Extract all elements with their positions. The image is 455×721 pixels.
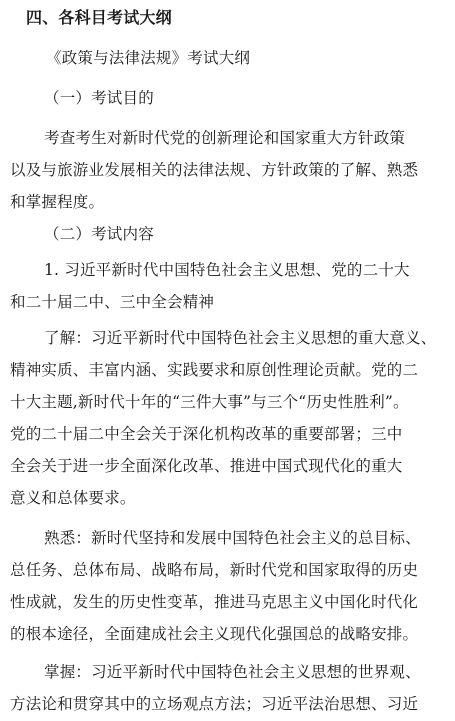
syllabus-title: 《政策与法律法规》考试大纲 <box>46 49 251 67</box>
understand-line-6: 意义和总体要求。 <box>10 489 136 507</box>
familiar-line-4: 的根本途径，全面建成社会主义现代化强国总的战略安排。 <box>10 625 419 643</box>
understand-line-3: 十大主题,新时代十年的“三件大事”与三个“历史性胜利”。 <box>10 393 409 411</box>
understand-line-4: 党的二十届二中全会关于深化机构改革的重要部署；三中 <box>10 425 403 443</box>
item1-line-2: 和二十届二中、三中全会精神 <box>10 293 215 311</box>
section-heading: 四、各科目考试大纲 <box>26 8 172 27</box>
section1-line-1: 考查考生对新时代党的创新理论和国家重大方针政策 <box>44 129 406 147</box>
section1-title: （一）考试目的 <box>44 89 154 107</box>
section1-line-2: 以及与旅游业发展相关的法律法规、方针政策的了解、熟悉 <box>10 161 419 179</box>
section2-title: （二）考试内容 <box>44 225 154 243</box>
understand-line-5: 全会关于进一步全面深化改革、推进中国式现代化的重大 <box>10 457 403 475</box>
familiar-line-3: 性成就，发生的历史性变革，推进马克思主义中国化时代化 <box>10 593 419 611</box>
item1-line-1: 1. 习近平新时代中国特色社会主义思想、党的二十大 <box>44 261 410 279</box>
section1-line-3: 和掌握程度。 <box>10 193 105 211</box>
master-line-1: 掌握：习近平新时代中国特色社会主义思想的世界观、 <box>44 663 421 681</box>
master-line-2: 方法论和贯穿其中的立场观点方法；习近平法治思想、习近 <box>10 695 419 713</box>
understand-line-1: 了解：习近平新时代中国特色社会主义思想的重大意义、 <box>44 329 437 347</box>
understand-line-2: 精神实质、丰富内涵、实践要求和原创性理论贡献。党的二 <box>10 361 419 379</box>
familiar-line-1: 熟悉：新时代坚持和发展中国特色社会主义的总目标、 <box>44 529 421 547</box>
familiar-line-2: 总任务、总体布局、战略布局，新时代党和国家取得的历史 <box>10 561 419 579</box>
